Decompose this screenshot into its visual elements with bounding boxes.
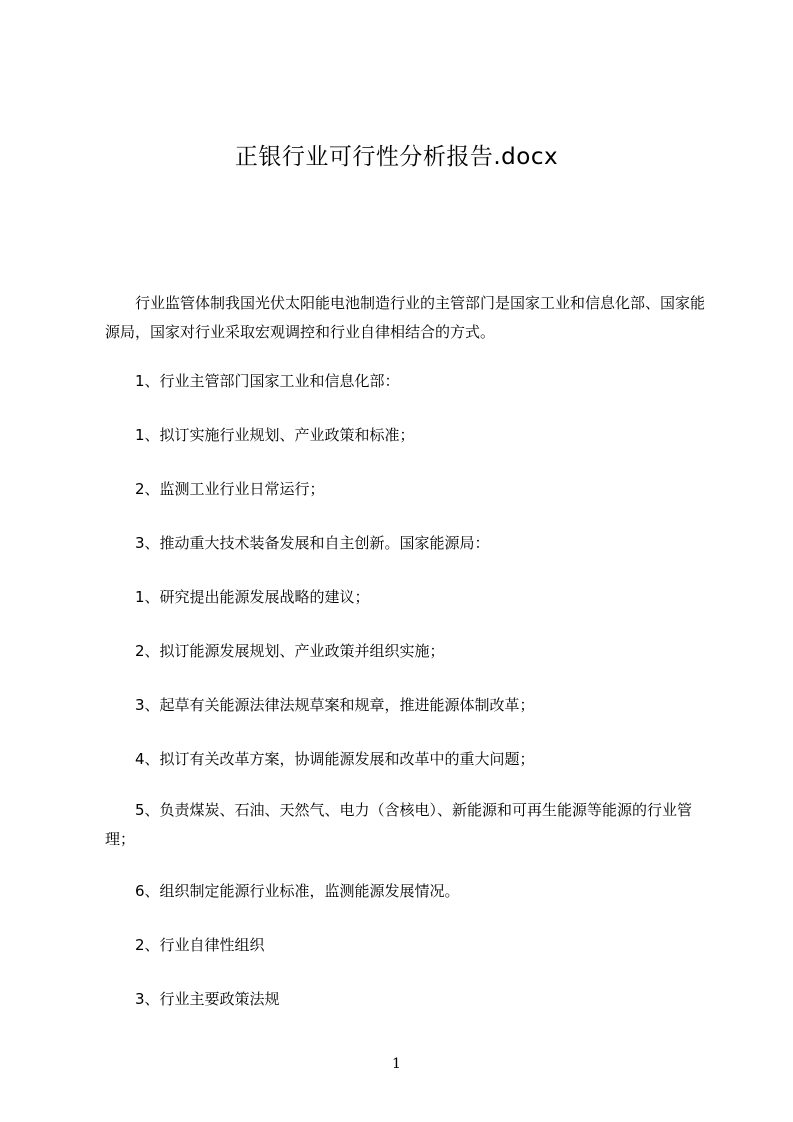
paragraph-authority-heading: 1、行业主管部门国家工业和信息化部： xyxy=(135,372,400,390)
paragraph-regulatory-system: 行业监管体制我国光伏太阳能电池制造行业的主管部门是国家工业和信息化部、国家能源局，国家对行业采取宏观调控和行业自律相结合的方式。 xyxy=(105,294,706,341)
paragraph-item: 5、负责煤炭、石油、天然气、电力（含核电）、新能源和可再生能源等能源的行业管理； xyxy=(105,801,693,848)
paragraph-section-heading: 2、行业自律性组织 xyxy=(135,936,265,954)
paragraph-section-heading: 3、行业主要政策法规 xyxy=(135,990,280,1008)
paragraph-item: 4、拟订有关改革方案，协调能源发展和改革中的重大问题； xyxy=(135,750,535,768)
document-title: 正银行业可行性分析报告.docx xyxy=(234,144,559,170)
paragraph-item: 1、研究提出能源发展战略的建议； xyxy=(135,588,370,606)
paragraph-item: 3、起草有关能源法律法规草案和规章，推进能源体制改革； xyxy=(135,696,535,714)
paragraph-item: 1、拟订实施行业规划、产业政策和标准； xyxy=(135,426,415,444)
paragraph-item: 3、推动重大技术装备发展和自主创新。国家能源局： xyxy=(135,534,490,552)
page-number: 1 xyxy=(392,1056,401,1072)
paragraph-item: 6、组织制定能源行业标准，监测能源发展情况。 xyxy=(135,882,460,900)
paragraph-item: 2、拟订能源发展规划、产业政策并组织实施； xyxy=(135,642,445,660)
paragraph-item: 2、监测工业行业日常运行； xyxy=(135,480,325,498)
